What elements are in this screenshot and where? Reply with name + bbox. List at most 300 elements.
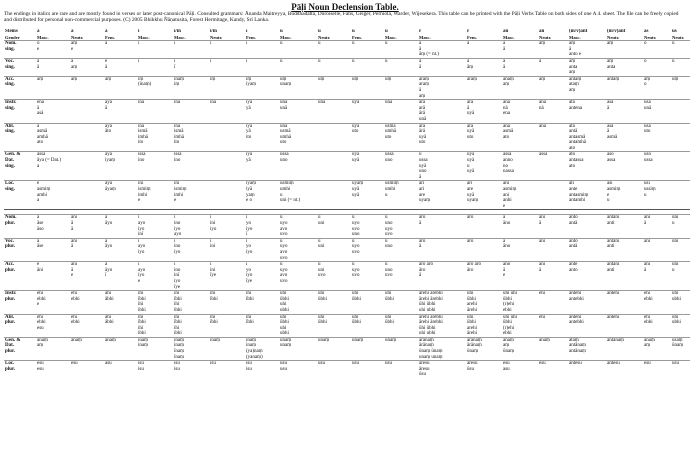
ending-cell: ari ari are uyaṃ (419, 181, 431, 204)
ending-cell: ūhi ūbhi (352, 314, 361, 326)
ending-cell: aṃ (105, 76, 112, 82)
ending-cell: uṃ (672, 76, 679, 82)
ending-cell: ūnaṃ (352, 337, 364, 343)
ending-cell: o (644, 58, 647, 64)
ending-cell: ūnaṃ (385, 337, 397, 343)
ending-cell: uyā (352, 100, 360, 106)
ending-cell: ū uyo uvo (352, 262, 360, 279)
ending-cell: āno ā e (503, 262, 511, 279)
ending-cell: āni (539, 238, 546, 244)
ending-cell: uyaṃ uyā uyā (352, 181, 364, 198)
ending-cell: īnaṃ inaṃ (138, 337, 148, 349)
ending-cell: anto antā (569, 215, 578, 226)
case-row (4, 123, 690, 152)
ending-cell: arā arā ārā unā (419, 100, 427, 122)
ending-cell: ānaṃ (71, 337, 82, 343)
ending-cell: uṃ (318, 76, 325, 82)
ending-cell: uyā uyā u uyā (467, 152, 475, 175)
ending-cell: arehi arebhi ārehi ārebhi ūhi ūbhi uhi ubhi (419, 314, 443, 337)
case-label: Loc. plur. (5, 361, 15, 372)
ending-cell: īnaṃ inaṃ (ya)naṃ (yanaṃ) (246, 337, 263, 360)
gender-cell: Masc. (37, 34, 49, 40)
ending-cell: īsu isu (138, 361, 144, 372)
gender-cell: Fem. (246, 34, 256, 40)
ending-cell: ehi ebhi e (37, 291, 46, 308)
ending-cell: āni ā (539, 215, 546, 226)
ending-cell: aṃ (539, 41, 546, 47)
ending-cell (70, 152, 104, 181)
ending-cell: ehi ebhi (71, 314, 80, 326)
ending-cell: ūsu (352, 361, 359, 367)
ending-cell: ā āse āso (37, 215, 44, 232)
ending-cell: uso ussa (644, 152, 653, 164)
ending-cell: araṃ (467, 76, 477, 82)
ending-cell: ī ini īye (210, 262, 217, 279)
ending-cell: anā asmā ato (503, 123, 514, 140)
ending-cell: ī ino iyo (174, 238, 181, 255)
ending-cell: ūhi ūbhi (352, 291, 361, 302)
ending-cell (70, 123, 104, 152)
case-row (4, 337, 690, 360)
case-row (4, 41, 690, 59)
gender-cell: Masc. (503, 34, 515, 40)
ending-cell: uyā uto (352, 123, 360, 135)
ending-cell: ena ā asā (37, 100, 44, 117)
ending-cell: ā ā āṃ (= nt.) (419, 41, 439, 58)
ending-cell: ūhi ūbhi arehi ārehi (467, 314, 477, 337)
ending-cell: īhi ībhi (246, 291, 254, 302)
ending-cell: o e (37, 41, 40, 52)
ending-cell: ū uyo avo uvo (280, 262, 288, 284)
ending-cell: antesu (569, 361, 582, 367)
ending-cell: inā (174, 100, 181, 106)
ending-cell: aso assa (607, 152, 616, 164)
case-label: Instr. sing. (5, 100, 17, 111)
ending-cell: ūhi ūbhi arehi ārehi (467, 291, 477, 313)
ending-cell: īhi ībhi ihi ibhi (138, 314, 146, 337)
case-label: Nom. sing. (5, 41, 17, 52)
ending-cell: a aṃ (71, 58, 78, 70)
ending-cell: aṃ (71, 76, 78, 82)
ending-cell: īhi ībhi ihi ibhi (138, 291, 146, 313)
ending-cell: anā nā ena (503, 100, 510, 117)
ending-cell: ūsu (385, 361, 392, 367)
ending-cell: ussa uno (385, 152, 394, 164)
ending-cell: aresu ūsu (467, 361, 478, 372)
stem-cell: i/in (174, 29, 181, 34)
ending-cell: ati ante antasmiṃ antamhi (569, 181, 589, 204)
ending-cell: ussa uno (280, 152, 289, 164)
ending-cell: ā āyo (105, 215, 113, 226)
ending-cell: u ussa uyā uno ā (419, 152, 428, 180)
ending-cell: arā ārā uyā uto (419, 123, 427, 146)
ending-cell: usmā umhā uto (385, 123, 397, 140)
ending-cell: ū uno uyo uvo (385, 215, 393, 238)
ending-cell: ārānaṃ ārānaṃ ūnaṃ (467, 337, 482, 355)
ending-cell: ā āyo ī (105, 262, 113, 279)
ending-cell: aṃ (607, 41, 614, 47)
ending-cell: i (210, 41, 212, 47)
ending-cell: usi ussiṃ u (644, 181, 656, 198)
page-title: Pāḷi Noun Declension Table. (291, 2, 399, 12)
ending-cell: ī ini (210, 238, 216, 250)
ending-cell: a ā (419, 58, 422, 70)
ending-cell: ī yo iyo (246, 238, 253, 255)
intro-paragraph: The endings in italics are rare and are mostly found in verses or later post-canonical Pāḷi. Consulted grammars: Ānanda Maitreyya, Buddhadatta, Duroiselle, Fahs, Geiger, Perniola, Warder, Wijesekera. This table can be printed with the Pāḷi Verbs Table on both sides of one A 4. sheet. The file can be freely copied and distributed for personal non-commercial purposes. (C) 2005 Bhikkhu Ñāṇatusita, Forest Hermitage, Kandy, Sri Lanka. (4, 11, 679, 24)
ending-cell: i (210, 58, 212, 64)
ending-cell: ī ayo iyo inī (138, 215, 146, 238)
ending-cell: ūnaṃ unaṃ (280, 337, 292, 349)
ending-cell: ūhi ūbhi (385, 291, 394, 302)
ending-cell: antaṃ (607, 76, 620, 82)
ending-cell: uṃ unaṃ (280, 76, 292, 88)
ending-cell: ato antassa ato (569, 152, 584, 169)
ending-cell: issa ino (174, 152, 182, 164)
stem-cell: ū (352, 29, 355, 34)
case-label: Instr. plur. (5, 291, 17, 302)
ending-cell: inā (210, 100, 217, 106)
ending-cell: usaṃ ūnaṃ (672, 337, 684, 349)
case-row (4, 238, 690, 261)
ending-cell: ūhi uhi ūbhi (r)ehi ebhi (503, 291, 518, 313)
ending-cell: ū uyo uvo (352, 238, 360, 255)
ending-cell: unā (318, 100, 326, 106)
ending-cell: ūni (672, 238, 679, 244)
ending-cell: u (280, 41, 283, 47)
ending-cell: ini ismiṃ imhi e (138, 181, 151, 204)
case-label: Abl. plur. (5, 314, 15, 326)
ending-cell: inā (138, 100, 145, 106)
ending-cell: ūhi ubhi (672, 314, 681, 326)
ending-cell: āhi ābhi (105, 291, 114, 302)
ending-cell: assa anno no nassa (503, 152, 514, 175)
ending-cell: āni ā (644, 215, 651, 226)
gender-cell: Masc. (569, 34, 581, 40)
ending-cell: ī ayo iyo e (138, 262, 146, 284)
ending-cell: īhi ībhi (210, 291, 218, 302)
ending-cell: ī (246, 41, 248, 47)
stem-cell: r (419, 29, 422, 34)
case-row (4, 215, 690, 238)
stem-cell: an (503, 29, 509, 34)
gender-cell: Masc. (138, 34, 150, 40)
case-label: Acc. sing. (5, 76, 15, 88)
ending-cell: antehi antebhi (569, 314, 584, 326)
stem-cell: as (644, 29, 649, 34)
stem-cell: an (539, 29, 545, 34)
stem-cell: u (280, 29, 283, 34)
ending-cell: anā nā (539, 100, 546, 111)
ending-cell: ānaṃ aṃ (37, 337, 48, 349)
ending-cell: aro ā (419, 215, 426, 226)
ending-cell: u (672, 58, 675, 64)
ending-cell: īhi ībhi (210, 314, 218, 326)
ending-cell: usā uto (644, 123, 651, 135)
ending-cell (317, 152, 351, 181)
ending-cell: aro (467, 215, 474, 221)
ending-cell: asi asmiṃ e u (607, 181, 621, 204)
ending-cell: ū uyo avo uvo (280, 238, 288, 261)
stem-cell: ā (105, 29, 108, 34)
ending-cell: aro āro āro ā (419, 262, 434, 279)
ending-cell: ani asmiṃ ani anhi e (503, 181, 517, 209)
ending-cell: ūni u (672, 262, 679, 273)
gender-cell: Neutr. (539, 34, 552, 40)
ending-cell: e ā (105, 58, 108, 70)
ending-cell: ehi ebhi esu (37, 314, 46, 331)
ending-cell: āsu (105, 361, 112, 367)
ending-cell: inā ismā imhā ito (138, 123, 148, 146)
ending-cell (209, 123, 245, 152)
stem-cell: us (672, 29, 677, 34)
case-label: Nom. plur. (5, 215, 17, 226)
gender-cell: Neutr. (607, 34, 620, 40)
ending-cell: u (672, 41, 675, 47)
stem-cell: ī (246, 29, 248, 34)
ending-cell: inā ismā imhā ito (174, 123, 184, 146)
ending-cell: ehi (539, 291, 546, 297)
ending-cell: antaṃ ataṃ aṃ (569, 76, 582, 93)
ending-cell: ā āno (503, 238, 511, 250)
ending-cell: āni ā (71, 238, 78, 250)
case-row (4, 361, 690, 378)
gender-cell: Fem. (352, 34, 362, 40)
ending-cell: ī yo iyo īye (246, 262, 253, 284)
ending-cell: ānaṃ aṃ ūnaṃ (503, 337, 515, 355)
ending-cell: aṃ anta (607, 58, 616, 70)
ending-cell (317, 123, 351, 152)
gender-label: Gender (5, 34, 20, 40)
ending-cell: anā (539, 123, 546, 129)
ending-cell: ari are uyā uyaṃ (467, 181, 479, 204)
ending-cell: āni ā (539, 262, 546, 273)
case-label: Loc. sing. (5, 181, 15, 193)
ending-cell: a (539, 58, 542, 64)
ending-cell: arehi arebhi ārehi ārebhi ūhi ūbhi uhi ubhi (419, 291, 443, 313)
ending-cell: ī ino inī iyo īye (174, 262, 181, 290)
ending-cell: e asmiṃ amhi a (37, 181, 51, 204)
ending-cell: aṃ ā anto e (569, 41, 582, 58)
ending-cell: ā asmā amhā ato (37, 123, 48, 146)
declension-table (4, 29, 690, 378)
ending-cell (209, 152, 245, 181)
ending-cell: īnaṃ (210, 337, 220, 343)
ending-cell: i ī (174, 58, 176, 70)
ending-cell: iyā yā (246, 152, 253, 164)
ending-cell: ā (467, 41, 470, 47)
ending-cell: ehi ebhi (644, 291, 653, 302)
gender-cell: Masc. (174, 34, 186, 40)
case-row (4, 152, 690, 181)
ending-cell: ū (385, 58, 388, 64)
ending-cell: ehi (539, 314, 546, 320)
ending-cell: arā uyā uto (467, 123, 475, 140)
ending-cell: ī ayo iyo (138, 238, 146, 255)
ending-cell: anto antā (569, 238, 578, 250)
case-label: Voc. plur. (5, 238, 15, 250)
stem-cell: a (71, 29, 74, 34)
ending-cell: ānaṃ (539, 337, 550, 343)
ending-cell: ū uno uvo (385, 262, 393, 279)
ending-cell: antāni anti (607, 215, 620, 226)
ending-cell: ūhi uhi ūbhi (r)ehi ebhi (503, 314, 518, 337)
ending-cell: ūhi ubhi (672, 291, 681, 302)
ending-cell: aro ā (419, 238, 426, 250)
ending-cell (209, 181, 245, 210)
ending-cell: ī ino iyo ayo (174, 215, 182, 238)
ending-cell: e āni (37, 262, 44, 273)
ending-cell: u (352, 58, 355, 64)
ending-cell (538, 181, 568, 210)
ending-cell: āya āyaṃ (105, 181, 116, 193)
ending-cell: ūnaṃ (318, 337, 330, 343)
gender-cell: Fem. (467, 34, 477, 40)
ending-cell: ehi ebhi (71, 291, 80, 302)
ending-cell: ānaṃ (105, 337, 116, 343)
ending-cell: uṃ (352, 76, 359, 82)
ending-cell: ūsu (672, 361, 679, 367)
ending-cell: āni (644, 238, 651, 244)
ending-cell: atā antā antasmā antamhā ato (569, 123, 586, 151)
case-row (4, 181, 690, 210)
ending-cell: ūsu usu (280, 361, 287, 372)
ending-cell: ū uni (318, 215, 325, 226)
ending-cell: i (138, 58, 140, 64)
case-label: Gen. & Dat. sing. (5, 152, 21, 169)
ending-cell (70, 100, 104, 123)
ending-cell: ūsu (318, 361, 325, 367)
ending-cell: āraṃ araṃ ā aṃ (419, 76, 429, 99)
gender-cell: Neutr. (71, 34, 84, 40)
case-row (4, 262, 690, 291)
ending-cell: ā āse (37, 238, 44, 250)
stem-cell: i (138, 29, 140, 34)
case-label: Voc. sing. (5, 58, 15, 70)
ending-cell: ū uni (318, 238, 325, 250)
ending-cell: esu (71, 361, 78, 367)
ending-cell: ī ini iyo (210, 215, 217, 232)
ending-cell: īsu isu (174, 361, 180, 372)
stem-cell: u (385, 29, 388, 34)
gender-cell: Neutr. (644, 34, 657, 40)
case-row (4, 58, 690, 76)
ending-cell: esu esu (37, 361, 44, 372)
ending-cell (70, 181, 104, 210)
ending-cell: ī yo iyo ī (246, 215, 253, 238)
stem-cell: r (467, 29, 470, 34)
ending-cell: ūni u (672, 215, 679, 226)
gender-cell: Fem. (105, 34, 115, 40)
stem-cell: u (318, 29, 321, 34)
ending-cell: antāni anti (607, 262, 620, 273)
ending-cell: ā āṃ (467, 58, 474, 70)
ending-cell: a ā (37, 58, 40, 70)
ending-cell: aresu āresu ūsu (419, 361, 430, 378)
ending-cell: antehi antebhi (569, 291, 584, 302)
ending-cell: ū uno (385, 238, 393, 250)
ending-cell: ū uni uvo (318, 262, 326, 279)
ending-cell: iṃ iyaṃ (246, 76, 256, 88)
case-row (4, 76, 690, 99)
ending-cell: ū (352, 41, 355, 47)
ending-cell: unā unā (280, 100, 288, 111)
ending-cell: ū uyo avo uvo (280, 215, 288, 238)
stem-cell: (m/v)ant (569, 29, 588, 34)
ending-cell: iyā yā (246, 100, 253, 111)
ending-cell: aṃ (539, 76, 546, 82)
ending-cell: ataṃ antānaṃ antānaṃ (569, 337, 586, 355)
ending-cell: u (318, 41, 321, 47)
ending-cell: īsu isu (246, 361, 252, 372)
ending-cell: aro (467, 238, 474, 244)
ending-cell: ānaṃ aṃ (644, 337, 655, 349)
stems-label: Stems (5, 29, 18, 34)
ending-cell: usmiṃ umhi u (385, 181, 399, 198)
ending-cell: ūhi ūbhi (385, 314, 394, 326)
ending-cell: antesu (607, 361, 620, 367)
gender-cell: Masc. (280, 34, 292, 40)
ending-cell: o (644, 41, 647, 47)
ending-cell: uyā uyā (352, 152, 360, 164)
ending-cell: ini ismiṃ imhi e (174, 181, 187, 204)
ending-cell: a ā (503, 58, 506, 70)
ending-cell: aṃ (37, 76, 44, 82)
stem-cell: a (37, 29, 40, 34)
stem-cell: (m/v)ant (607, 29, 626, 34)
ending-cell: aṃ e (71, 41, 78, 52)
ending-cell: āya ā (105, 100, 112, 111)
gender-cell: Neutr. (318, 34, 331, 40)
ending-cell: ārānaṃ ārānaṃ ūnaṃ ūnaṃ unaṃ unaṃ (419, 337, 443, 360)
ending-cell: ī (174, 41, 176, 47)
ending-cell: ūhi ūbhi (318, 314, 327, 326)
case-label: Gen. & Dat. plur. (5, 337, 21, 355)
gender-cell: Neutr. (672, 34, 685, 40)
ending-cell: ā (105, 41, 108, 47)
ending-cell: antānaṃ (607, 337, 624, 343)
ending-cell: īnaṃ inaṃ īnaṃ īnaṃ (174, 337, 184, 360)
ending-cell: iyaṃ iyā yaṃ e o (246, 181, 256, 204)
ending-cell: issa ino (138, 152, 146, 164)
ending-cell: esu (539, 361, 546, 367)
gender-cell: Masc. (385, 34, 397, 40)
ending-cell: ūhi ūbhi uhi ubhi (280, 314, 289, 337)
ending-cell: īhi ībhi (246, 314, 254, 326)
ending-cell: esu asu (503, 361, 510, 372)
ending-cell: antehi (607, 291, 620, 297)
ending-cell: aṃ anta aṃ (569, 58, 578, 76)
gender-cell: Neutr. (210, 34, 223, 40)
ending-cell: u (318, 58, 321, 64)
ending-cell: iṃ (210, 76, 216, 82)
ending-cell: atā antena (569, 100, 583, 111)
ending-cell: aro aro āro (467, 262, 482, 273)
ending-cell: usā unā (644, 100, 652, 111)
ending-cell: aṃ o (644, 76, 651, 88)
ending-cell: i (138, 41, 140, 47)
ending-cell: ūhi ūbhi uhi ubhi (280, 291, 289, 313)
stem-cell: i/in (210, 29, 217, 34)
ending-cell: assa āya (= Dat.) a (37, 152, 62, 169)
ending-cell: īhi ībhi ihi ibhi (174, 291, 182, 313)
case-label: Acc. plur. (5, 262, 15, 273)
case-row (4, 314, 690, 337)
ending-cell: ūhi ūbhi (318, 291, 327, 302)
ending-cell: ā ā (503, 41, 506, 52)
ending-cell: ante anto (569, 262, 578, 273)
ending-cell: ā āno (503, 215, 511, 226)
ending-cell: asā ā (607, 100, 614, 111)
